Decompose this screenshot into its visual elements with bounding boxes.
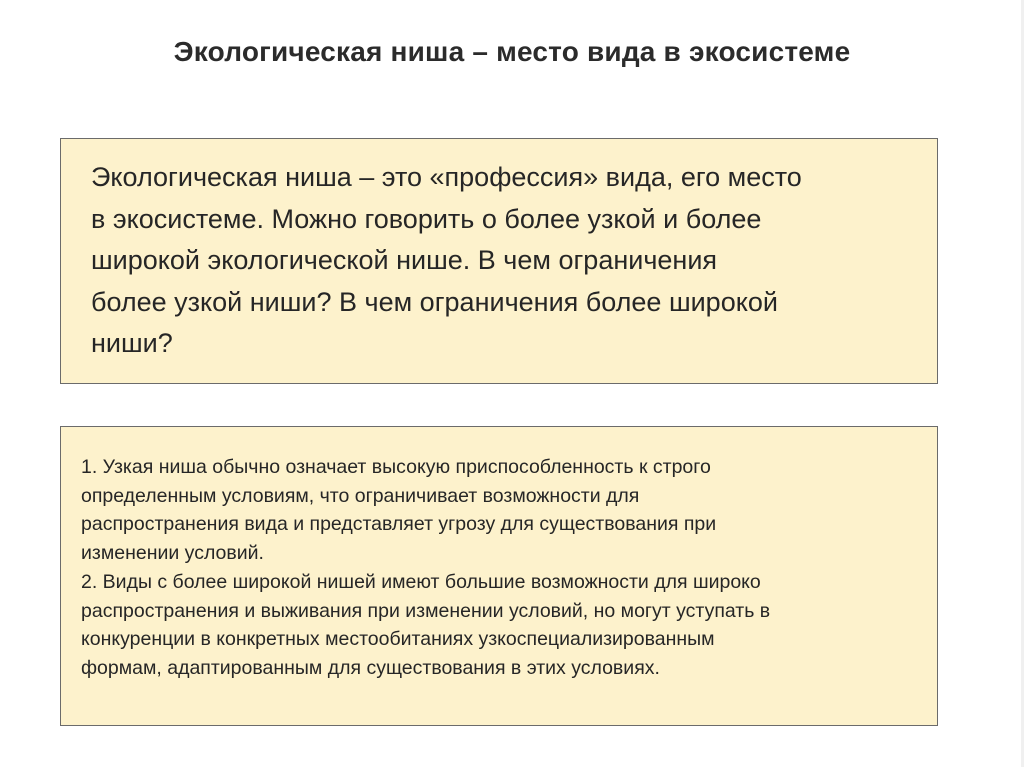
slide-title: Экологическая ниша – место вида в экосистеме xyxy=(173,36,851,67)
answer-line: 1. Узкая ниша обычно означает высокую приспособленность к строго xyxy=(81,456,711,478)
answer-line: конкуренции в конкретных местообитаниях узкоспециализированным xyxy=(81,628,715,651)
question-line: широкой экологической нише. В чем ограничения xyxy=(91,245,718,275)
answer-line: изменении условий. xyxy=(81,542,264,565)
question-box xyxy=(60,138,938,384)
question-line: в экосистеме. Можно говорить о более узкой и более xyxy=(91,203,762,234)
answer-line: 2. Виды с более широкой нишей имеют большие возможности для широко xyxy=(81,570,761,593)
answer-box xyxy=(60,426,938,726)
answer-line: определенным условиям, что ограничивает возможности для xyxy=(81,484,640,507)
answer-line: распространения вида и представляет угрозу для существования при xyxy=(81,513,717,536)
answer-line: распространения и выживания при изменении условий, но могут уступать в xyxy=(81,599,771,622)
answer-line: формам, адаптированным для существования в этих условиях. xyxy=(81,656,660,679)
question-line: ниши? xyxy=(91,328,173,358)
answer-text xyxy=(81,453,931,683)
question-text xyxy=(91,157,921,365)
question-line: более узкой ниши? В чем ограничения более широкой xyxy=(91,286,778,317)
question-line: Экологическая ниша – это «профессия» вида, его место xyxy=(91,162,802,192)
